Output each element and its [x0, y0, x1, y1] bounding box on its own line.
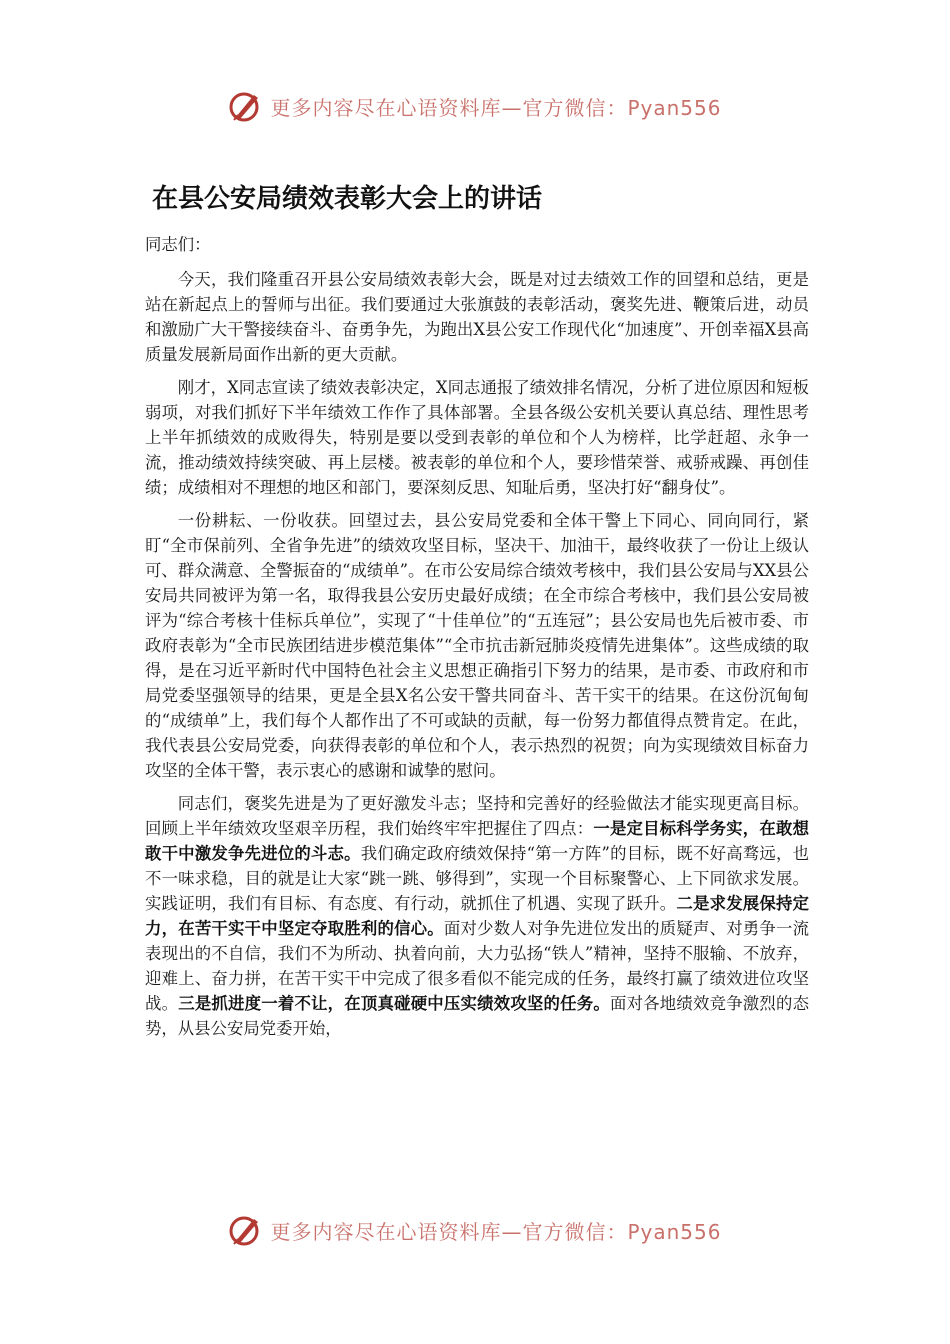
paragraph-4: [145, 791, 809, 1041]
point-1-heading: 一是定目标科学务实，在敢想敢干中激发争先进位的斗志。: [145, 819, 809, 863]
point-3-heading: 三是抓进度一着不让，在顶真碰硬中压实绩效攻坚的任务。: [178, 994, 610, 1013]
watermark-text: 更多内容尽在心语资料库—官方微信：Pyan556: [270, 95, 722, 120]
footer-watermark: [0, 1208, 950, 1252]
quill-pen-logo-icon: [228, 1213, 262, 1247]
salutation: 同志们：: [145, 235, 211, 254]
point-2-text: 面对少数人对争先进位发出的质疑声、对勇争一流表现出的不自信，我们不为所动、执着向前，大力弘扬“铁人”精神，坚持不服输、不放弃，迎难上、奋力拼，在苦干实干中完成了很多看似不能完成的任务，最终打赢了绩效进位攻坚战。: [145, 919, 810, 1013]
header-watermark: [0, 84, 950, 128]
paragraph-1: 今天，我们隆重召开县公安局绩效表彰大会，既是对过去绩效工作的回望和总结，更是站在新起点上的誓师与出征。我们要通过大张旗鼓的表彰活动，褒奖先进、鞭策后进，动员和激励广大干警接续奋斗、奋勇争先，为跑出X县公安工作现代化“加速度”、开创幸福X县高质量发展新局面作出新的更大贡献。: [145, 270, 809, 364]
point-2-heading: 二是求发展保持定力，在苦干实干中坚定夺取胜利的信心。: [145, 894, 810, 938]
paragraph-3: 一份耕耘、一份收获。回望过去，县公安局党委和全体干警上下同心、同向同行，紧盯“全市保前列、全省争先进”的绩效攻坚目标，坚决干、加油干，最终收获了一份让上级认可、群众满意、全警振奋的“成绩单”。在市公安局综合绩效考核中，我们县公安局与XX县公安局共同被评为第一名，取得我县公安历史最好成绩；在全市综合考核中，我们县公安局被评为“综合考核十佳标兵单位”，实现了“十佳单位”的“五连冠”；县公安局也先后被市委、市政府表彰为“全市民族团结进步模范集体”“全市抗击新冠肺炎疫情先进集体”。这些成绩的取得，是在习近平新时代中国特色社会主义思想正确指引下努力的结果，是市委、市政府和市局党委坚强领导的结果，更是全县X名公安干警共同奋斗、苦干实干的结果。在这份沉甸甸的“成绩单”上，我们每个人都作出了不可或缺的贡献，每一份努力都值得点赞肯定。在此，我代表县公安局党委，向获得表彰的单位和个人，表示热烈的祝贺；向为实现绩效目标奋力攻坚的全体干警，表示衷心的感谢和诚挚的慰问。: [145, 511, 809, 780]
document-title: 在县公安局绩效表彰大会上的讲话: [152, 184, 543, 214]
paragraph-4-intro: 同志们，褒奖先进是为了更好激发斗志；坚持和完善好的经验做法才能实现更高目标。回顾上半年绩效攻坚艰辛历程，我们始终牢牢把握住了四点：: [145, 794, 809, 838]
point-3-text: 面对各地绩效竞争激烈的态势，从县公安局党委开始，: [145, 994, 810, 1038]
paragraph-2: 刚才，X同志宣读了绩效表彰决定，X同志通报了绩效排名情况，分析了进位原因和短板弱项，对我们抓好下半年绩效工作作了具体部署。全县各级公安机关要认真总结、理性思考上半年抓绩效的成败得失，特别是要以受到表彰的单位和个人为榜样，比学赶超、永争一流，推动绩效持续突破、再上层楼。被表彰的单位和个人，要珍惜荣誉、戒骄戒躁、再创佳绩；成绩相对不理想的地区和部门，要深刻反思、知耻后勇，坚决打好“翻身仗”。: [145, 378, 809, 497]
quill-pen-logo-icon: [228, 89, 262, 123]
document-body: [145, 232, 809, 1049]
point-1-text: 我们确定政府绩效保持“第一方阵”的目标，既不好高骛远，也不一味求稳，目的就是让大家“跳一跳、够得到”，实现一个目标聚警心、上下同欲求发展。实践证明，我们有目标、有态度、有行动，就抓住了机遇、实现了跃升。: [145, 844, 810, 913]
watermark-text: 更多内容尽在心语资料库—官方微信：Pyan556: [270, 1219, 722, 1244]
